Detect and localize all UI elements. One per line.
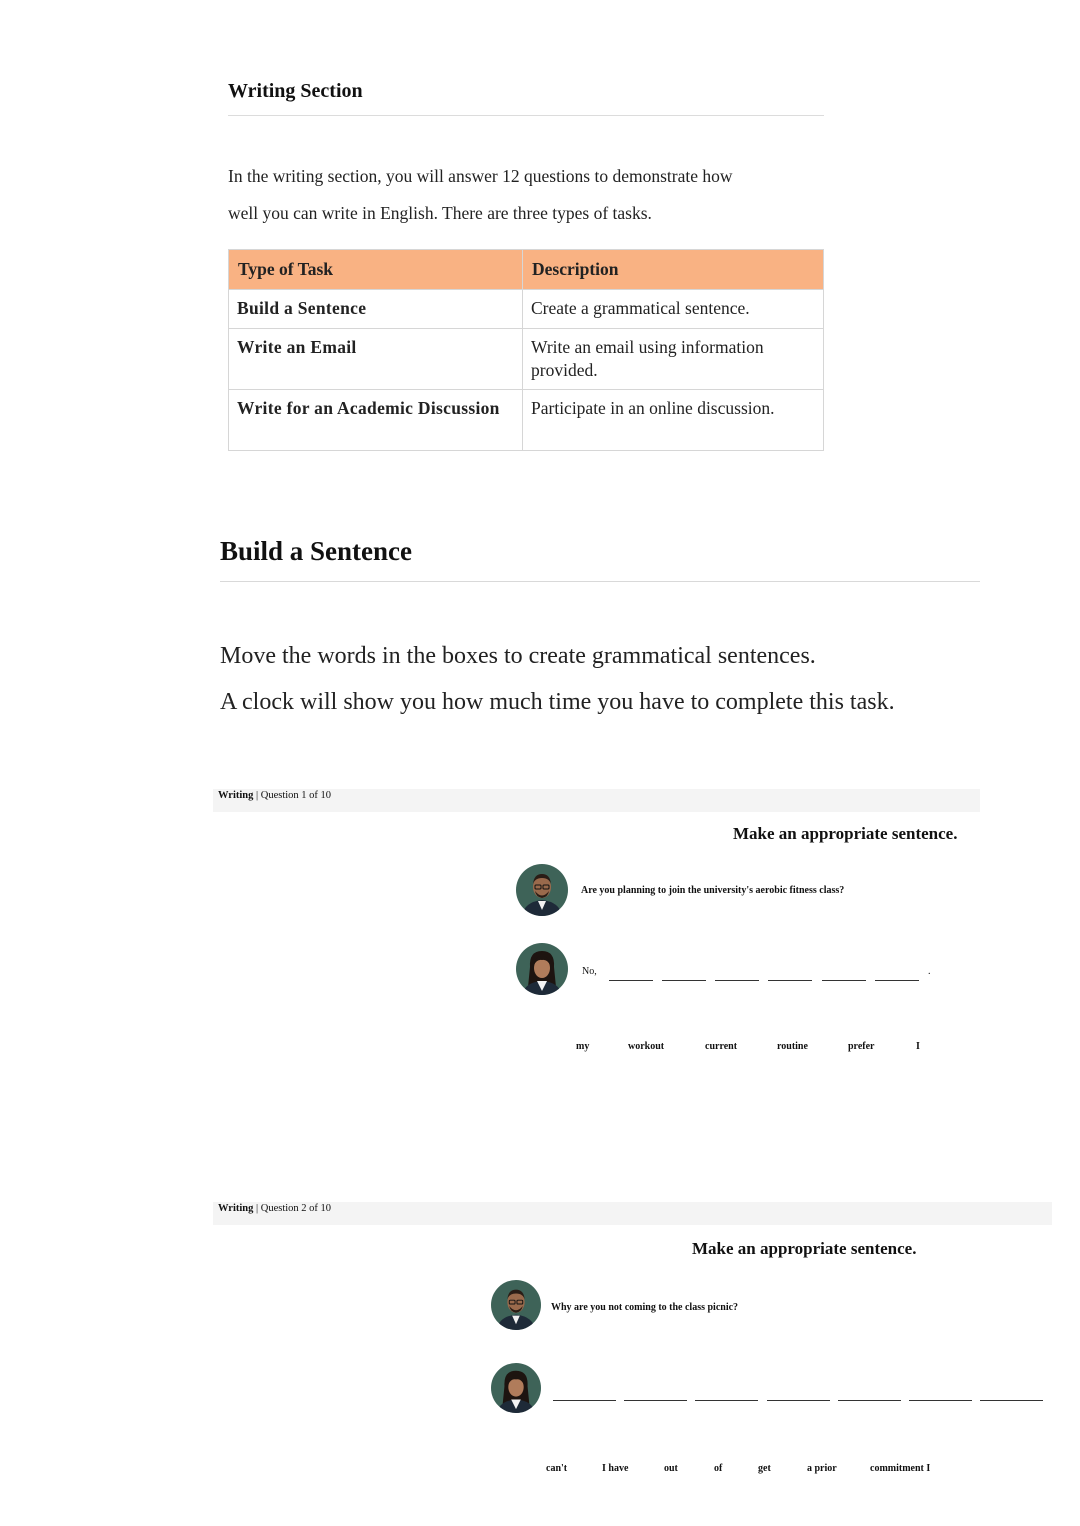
woman-avatar	[516, 943, 568, 995]
question-counter: | Question 1 of 10	[256, 790, 332, 801]
answer-blank-slot[interactable]	[875, 980, 919, 981]
word-tile[interactable]: my	[576, 1041, 590, 1052]
section-label: Writing	[218, 790, 254, 801]
answer-blank-slot[interactable]	[553, 1400, 616, 1401]
word-tile[interactable]: I	[916, 1041, 920, 1052]
intro-line-2: well you can write in English. There are three types of tasks.	[228, 203, 652, 223]
writing-intro	[228, 158, 828, 232]
table-row	[229, 329, 824, 390]
divider	[228, 115, 824, 116]
man-avatar	[491, 1280, 541, 1330]
question-2-prompt: Make an appropriate sentence.	[692, 1239, 917, 1258]
instruction-line-2: A clock will show you how much time you have to complete this task.	[220, 689, 895, 715]
task-type-cell: Write for an Academic Discussion	[229, 390, 523, 451]
divider	[220, 581, 980, 582]
instruction-line-1: Move the words in the boxes to create grammatical sentences.	[220, 643, 816, 669]
word-tile[interactable]: current	[705, 1041, 738, 1052]
answer-prefix: No,	[582, 966, 597, 977]
task-description-cell: Write an email using information provided.	[523, 329, 824, 390]
word-tile[interactable]: commitment I	[870, 1463, 931, 1474]
task-description-cell: Participate in an online discussion.	[523, 390, 824, 451]
table-header-description: Description	[523, 250, 824, 290]
word-tile[interactable]: a prior	[807, 1463, 837, 1474]
answer-blank-slot[interactable]	[909, 1400, 972, 1401]
table-row	[229, 290, 824, 329]
table-row	[229, 390, 824, 451]
task-type-cell: Write an Email	[229, 329, 523, 390]
word-tile[interactable]: out	[664, 1463, 678, 1474]
word-tile[interactable]: get	[758, 1463, 771, 1474]
answer-blank-slot[interactable]	[980, 1400, 1043, 1401]
word-tile[interactable]: workout	[628, 1041, 665, 1052]
answer-suffix: .	[928, 966, 931, 977]
section-label: Writing	[218, 1203, 254, 1214]
answer-blank-slot[interactable]	[715, 980, 759, 981]
word-tile[interactable]: I have	[602, 1463, 629, 1474]
answer-blank-slot[interactable]	[624, 1400, 687, 1401]
question-1-prompt: Make an appropriate sentence.	[733, 824, 958, 843]
task-type-cell: Build a Sentence	[229, 290, 523, 329]
question-1-header-bar	[213, 789, 980, 812]
man-avatar	[516, 864, 568, 916]
question-2-text: Why are you not coming to the class picnic?	[551, 1302, 739, 1313]
answer-blank-slot[interactable]	[662, 980, 706, 981]
answer-blank-slot[interactable]	[838, 1400, 901, 1401]
answer-blank-slot[interactable]	[822, 980, 866, 981]
question-1-text: Are you planning to join the university's aerobic fitness class?	[581, 885, 845, 896]
build-sentence-heading: Build a Sentence	[220, 536, 413, 566]
word-tile[interactable]: routine	[777, 1041, 808, 1052]
task-description-cell: Create a grammatical sentence.	[523, 290, 824, 329]
word-tile[interactable]: prefer	[848, 1041, 875, 1052]
answer-blank-slot[interactable]	[768, 980, 812, 981]
woman-avatar	[491, 1363, 541, 1413]
answer-blank-slot[interactable]	[767, 1400, 830, 1401]
table-header-type: Type of Task	[229, 250, 523, 290]
question-2-header-bar	[213, 1202, 1052, 1225]
intro-line-1: In the writing section, you will answer 12 questions to demonstrate how	[228, 166, 733, 186]
answer-blank-slot[interactable]	[609, 980, 653, 981]
writing-section-title: Writing Section	[228, 80, 363, 102]
answer-blank-slot[interactable]	[695, 1400, 758, 1401]
table-header-row	[229, 250, 824, 290]
word-tile[interactable]: can't	[546, 1463, 568, 1474]
task-type-table	[228, 249, 824, 451]
question-counter: | Question 2 of 10	[256, 1203, 332, 1214]
word-tile[interactable]: of	[714, 1463, 723, 1474]
